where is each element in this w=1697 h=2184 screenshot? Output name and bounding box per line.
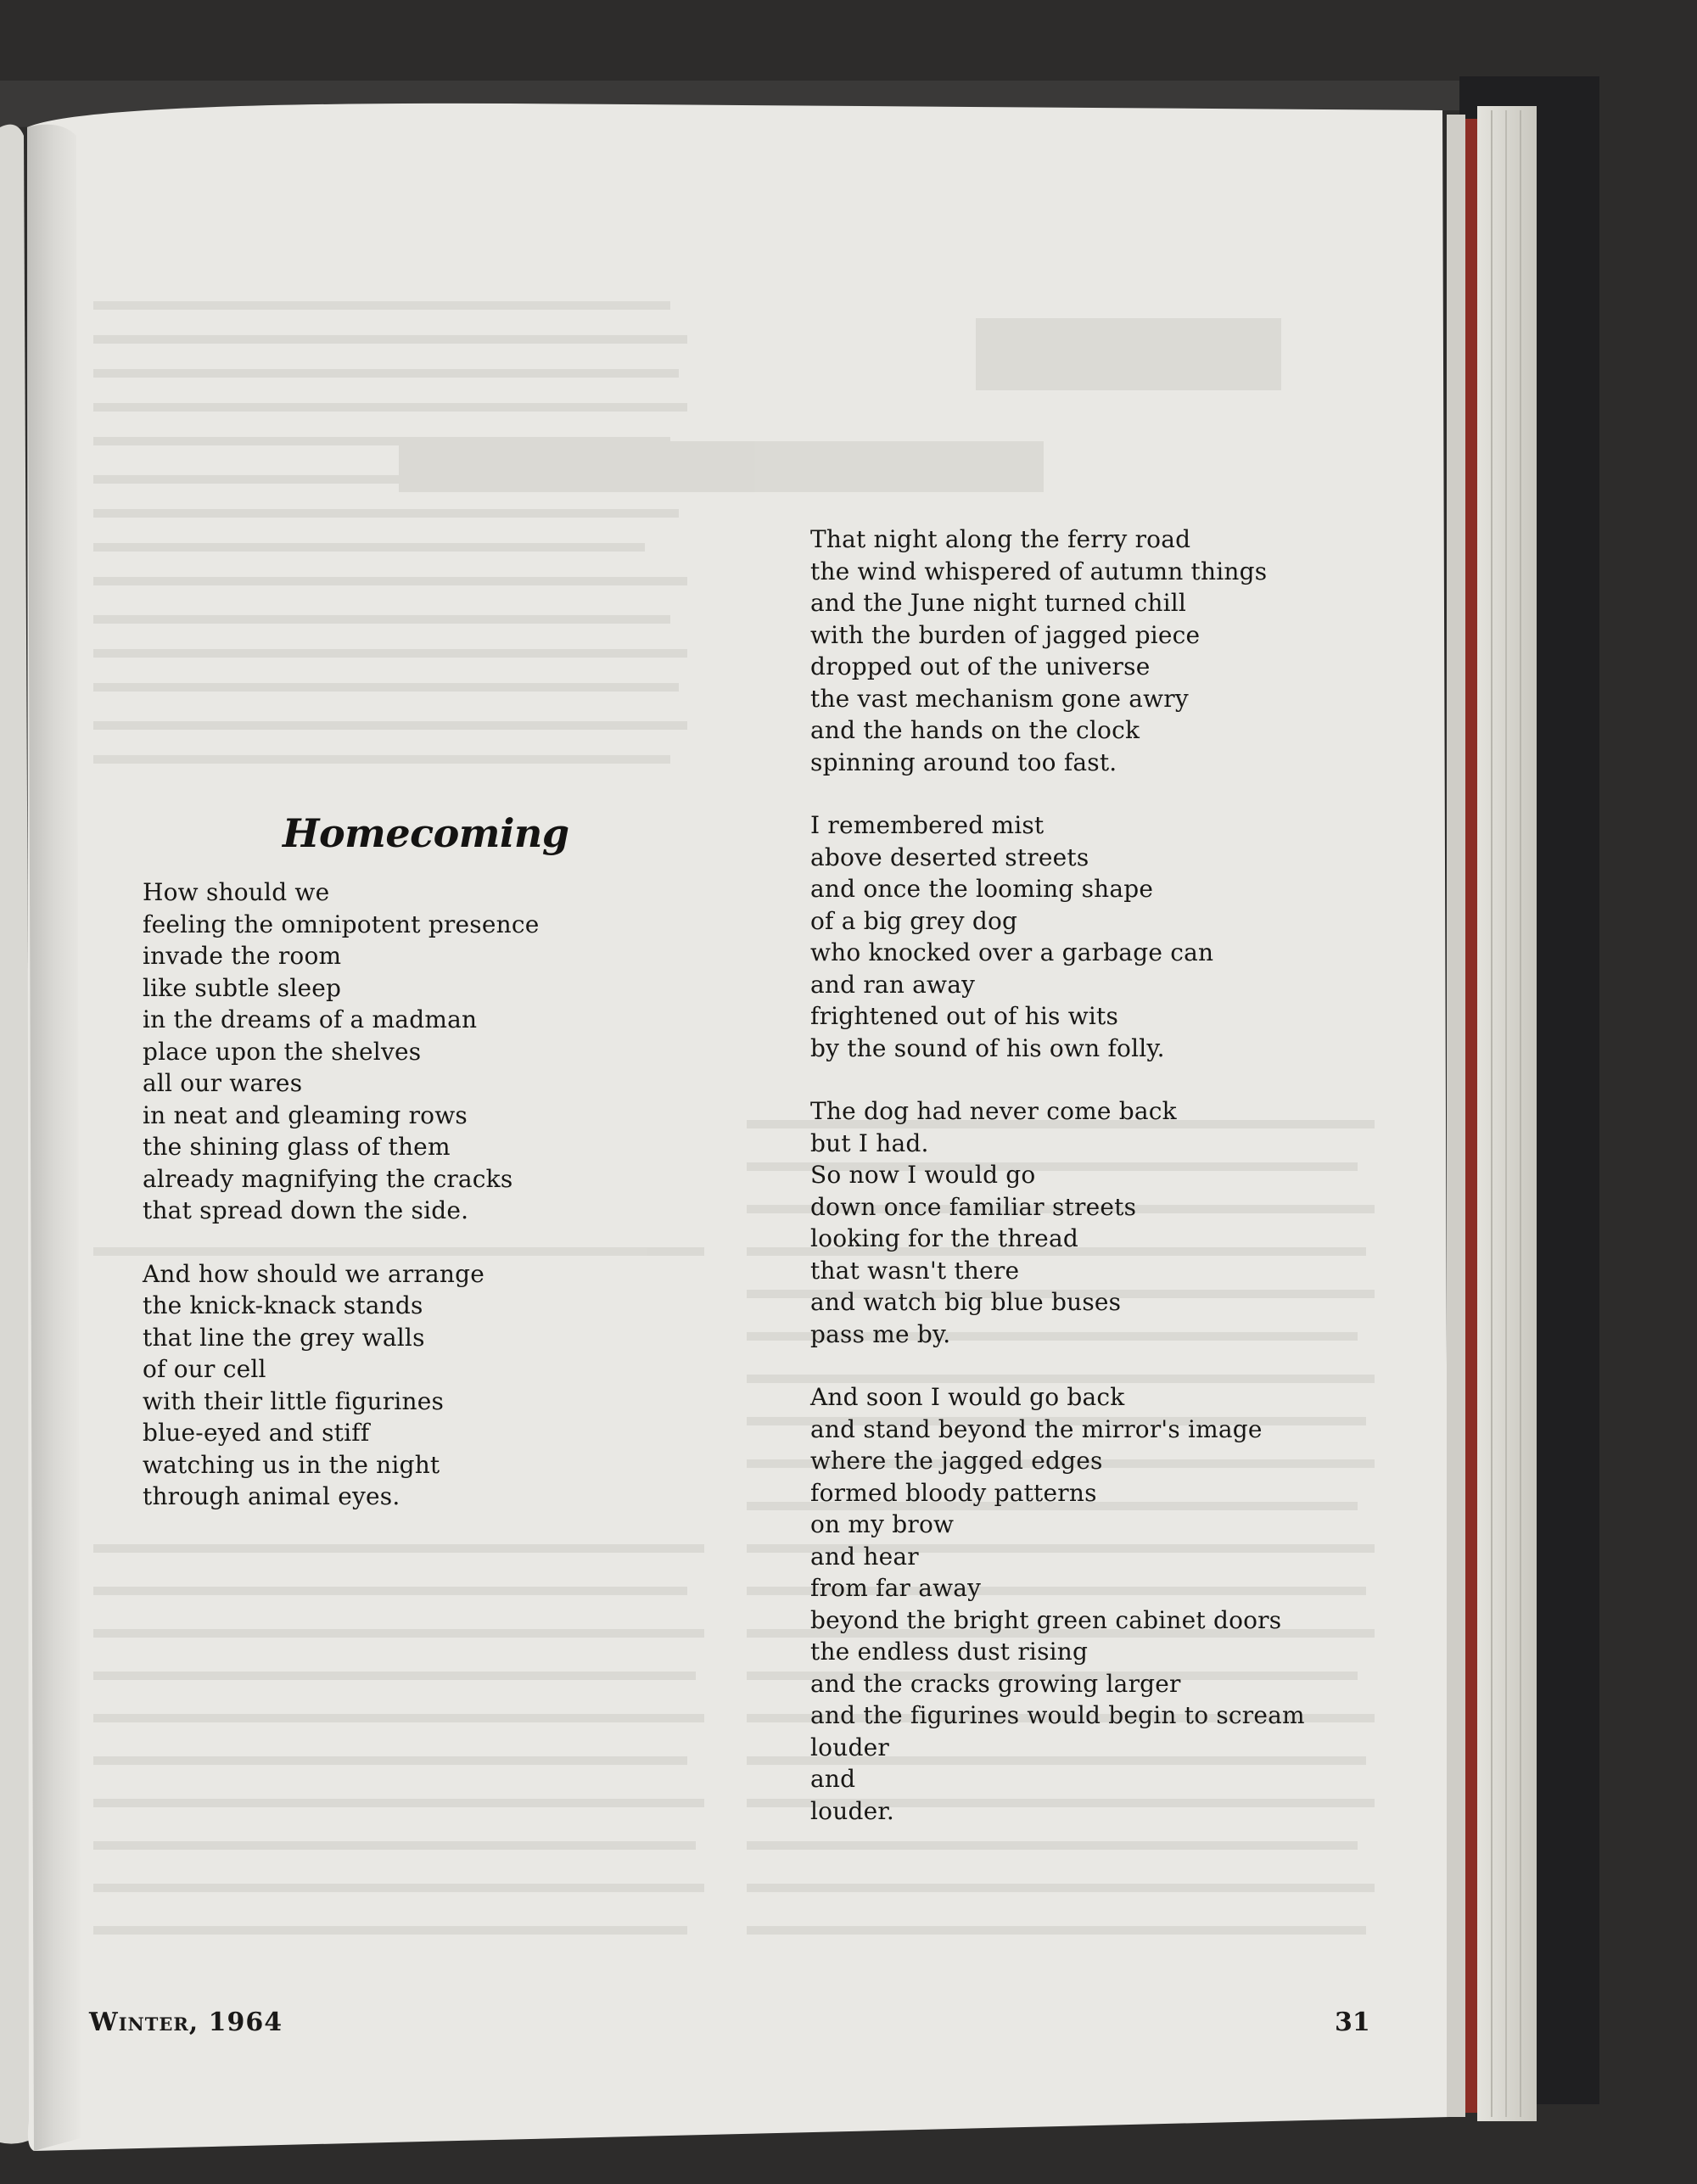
poem-line: looking for the thread	[810, 1224, 1078, 1252]
poem-line: who knocked over a garbage can	[810, 938, 1214, 966]
poem-line: that spread down the side.	[143, 1196, 469, 1224]
poem-line: spinning around too fast.	[810, 748, 1117, 776]
poem-line: where the jagged edges	[810, 1447, 1103, 1475]
poem-line: So now I would go	[810, 1161, 1036, 1189]
poem-line: down once familiar streets	[810, 1192, 1137, 1221]
poem-line: pass me by.	[810, 1319, 951, 1348]
poem-line: formed bloody patterns	[810, 1478, 1097, 1507]
poem-line: louder	[810, 1733, 889, 1761]
poem-line: That night along the ferry road	[810, 525, 1191, 553]
poem-left-column	[143, 876, 540, 1544]
poem-line: and stand beyond the mirror's image	[810, 1414, 1263, 1443]
poem-stanza	[143, 1258, 540, 1513]
poem-line: louder.	[810, 1796, 894, 1825]
poem-stanza	[810, 809, 1305, 1064]
poem-line: the wind whispered of autumn things	[810, 557, 1268, 585]
poem-line: with their little figurines	[143, 1386, 445, 1415]
poem-line: of our cell	[143, 1355, 266, 1383]
poem-stanza	[810, 1381, 1305, 1827]
poem-line: with the burden of jagged piece	[810, 620, 1201, 649]
poem-line: by the sound of his own folly.	[810, 1033, 1165, 1062]
poem-line: in the dreams of a madman	[143, 1005, 478, 1033]
poem-stanza	[143, 876, 540, 1227]
poem-line: and	[810, 1765, 856, 1793]
poem-line: and watch big blue buses	[810, 1288, 1122, 1316]
poem-line: I remembered mist	[810, 811, 1045, 839]
poem-line: and ran away	[810, 970, 976, 999]
poem-line: of a big grey dog	[810, 906, 1018, 935]
page-number: 31	[1335, 2008, 1370, 2037]
poem-line: above deserted streets	[810, 843, 1089, 871]
poem-line: through animal eyes.	[143, 1482, 400, 1510]
poem-title: Homecoming	[283, 810, 569, 856]
poem-line: the vast mechanism gone awry	[810, 684, 1189, 713]
poem-right-column	[810, 524, 1305, 1858]
poem-line: invade the room	[143, 942, 342, 970]
poem-line: already magnifying the cracks	[143, 1164, 513, 1193]
poem-line: dropped out of the universe	[810, 652, 1151, 680]
poem-line: the knick-knack stands	[143, 1291, 423, 1319]
poem-line: from far away	[810, 1574, 982, 1602]
poem-line: that wasn't there	[810, 1256, 1020, 1285]
poem-line: and once the looming shape	[810, 875, 1154, 903]
poem-line: in neat and gleaming rows	[143, 1100, 468, 1129]
poem-line: and the figurines would begin to scream	[810, 1701, 1305, 1729]
poem-line: the endless dust rising	[810, 1638, 1089, 1666]
poem-line: place upon the shelves	[143, 1037, 422, 1066]
poem-stanza	[810, 524, 1305, 778]
poem-line: and the cracks growing larger	[810, 1669, 1181, 1698]
poem-line: the shining glass of them	[143, 1133, 451, 1161]
poem-stanza	[810, 1095, 1305, 1350]
poem-line: and the hands on the clock	[810, 716, 1140, 744]
poem-line: and the June night turned chill	[810, 589, 1187, 617]
poem-line: The dog had never come back	[810, 1097, 1177, 1125]
poem-line: on my brow	[810, 1510, 955, 1538]
poem-line: How should we	[143, 878, 330, 906]
poem-line: And how should we arrange	[143, 1259, 485, 1288]
poem-line: and hear	[810, 1542, 919, 1571]
poem-line: but I had.	[810, 1128, 929, 1157]
poem-line: feeling the omnipotent presence	[143, 910, 540, 938]
poem-line: And soon I would go back	[810, 1383, 1125, 1411]
footer-issue-date: Winter, 1964	[89, 2008, 283, 2037]
poem-line: frightened out of his wits	[810, 1002, 1119, 1030]
poem-line: like subtle sleep	[143, 973, 342, 1002]
poem-line: that line the grey walls	[143, 1323, 425, 1352]
poem-line: beyond the bright green cabinet doors	[810, 1605, 1282, 1634]
poem-line: blue-eyed and stiff	[143, 1419, 370, 1447]
poem-line: all our wares	[143, 1069, 303, 1097]
poem-line: watching us in the night	[143, 1450, 440, 1479]
